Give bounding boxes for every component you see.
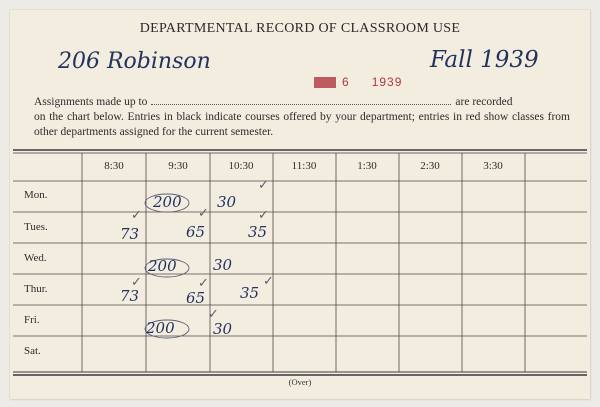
checkmark-icon: ✓ xyxy=(208,307,219,322)
stamp-day: 6 xyxy=(342,75,350,89)
checkmark-icon: ✓ xyxy=(131,275,142,290)
time-header: 10:30 xyxy=(228,160,254,172)
day-label: Wed. xyxy=(24,252,47,264)
instructions-text: on the chart below. Entries in black indicate courses offered by your department; entries in red show classes from other departments assigned for the current semester. xyxy=(34,111,570,138)
time-header: 8:30 xyxy=(104,160,124,172)
time-header: 3:30 xyxy=(483,160,503,172)
time-header: 9:30 xyxy=(168,160,188,172)
entry-wed-930: 200 xyxy=(148,257,177,275)
day-label: Mon. xyxy=(24,189,48,201)
entry-mon-930: 200 xyxy=(153,193,182,211)
entry-thur-930: 65 xyxy=(186,289,206,307)
checkmark-icon: ✓ xyxy=(258,208,269,223)
day-label: Sat. xyxy=(24,345,41,357)
entry-tues-930: 65 xyxy=(186,223,206,241)
checkmark-icon: ✓ xyxy=(258,178,269,193)
entry-fri-1030: 30 xyxy=(213,320,233,338)
term-handwriting: Fall 1939 xyxy=(430,47,539,73)
checkmark-icon: ✓ xyxy=(263,274,274,289)
room-handwriting: 206 Robinson xyxy=(58,49,211,74)
entry-thur-1030: 35 xyxy=(240,284,260,302)
entry-fri-930: 200 xyxy=(146,319,175,337)
entry-mon-1030: 30 xyxy=(217,193,237,211)
day-label: Fri. xyxy=(24,314,40,326)
time-header: 1:30 xyxy=(357,160,377,172)
stamp-year: 1939 xyxy=(371,75,403,89)
day-label: Thur. xyxy=(24,283,48,295)
time-header: 11:30 xyxy=(291,160,317,172)
day-label: Tues. xyxy=(24,221,48,233)
assignments-prefix: Assignments made up to xyxy=(34,96,148,108)
assignments-suffix: are recorded xyxy=(455,96,513,108)
entry-tues-830: 73 xyxy=(120,225,140,243)
entry-thur-830: 73 xyxy=(120,287,140,305)
checkmark-icon: ✓ xyxy=(198,276,209,291)
time-header: 2:30 xyxy=(420,160,440,172)
entry-tues-1030: 35 xyxy=(248,223,268,241)
checkmark-icon: ✓ xyxy=(198,206,209,221)
over-footer: (Over) xyxy=(288,377,312,387)
entry-wed-1030: 30 xyxy=(213,256,233,274)
checkmark-icon: ✓ xyxy=(131,208,142,223)
form-title: DEPARTMENTAL RECORD OF CLASSROOM USE xyxy=(139,21,461,36)
